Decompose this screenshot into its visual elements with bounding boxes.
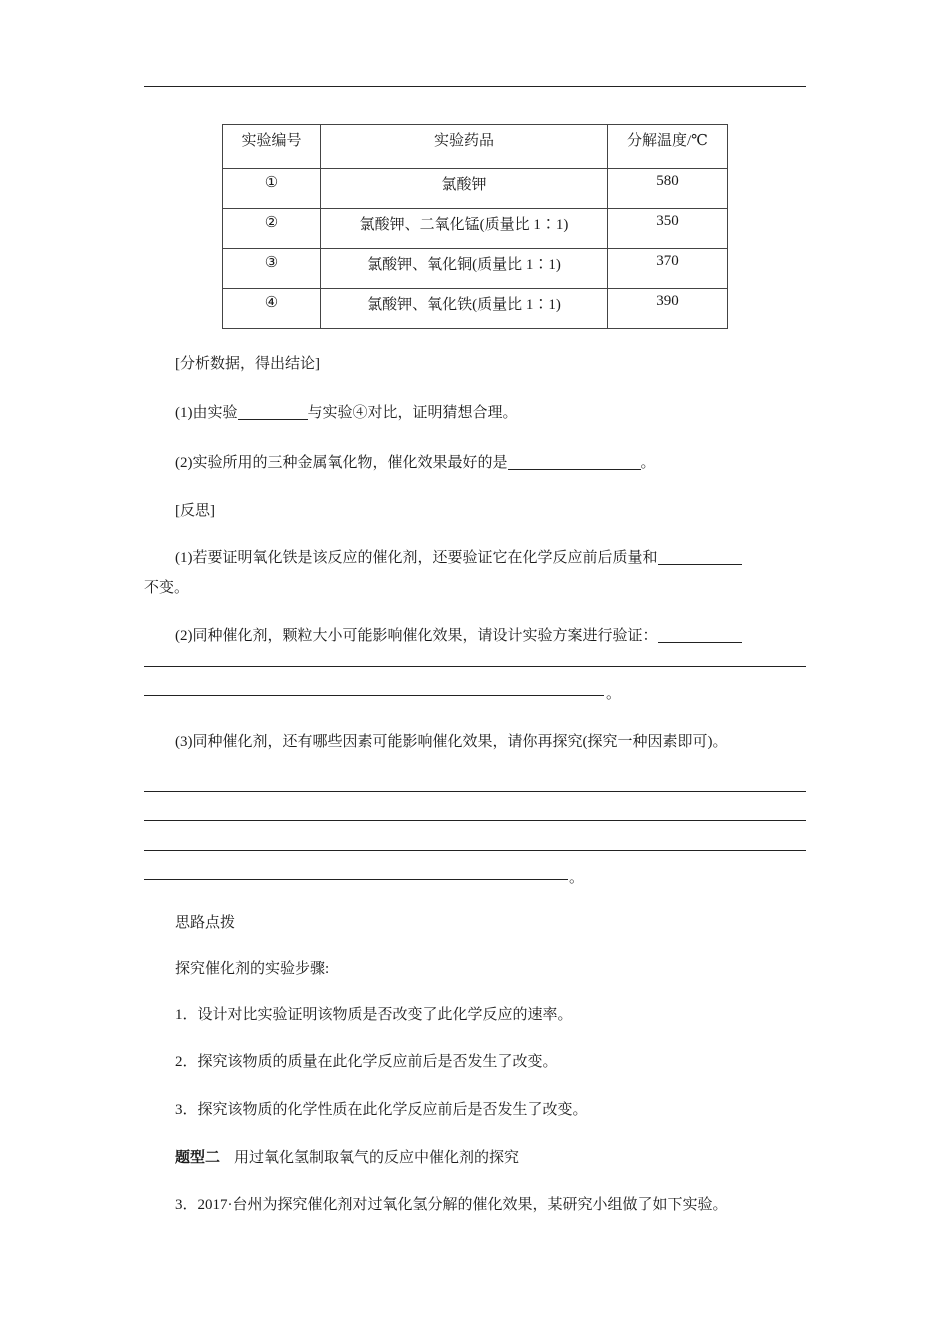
answer-blank[interactable] <box>508 454 641 470</box>
r2-end: 。 <box>606 686 622 702</box>
answer-line[interactable] <box>144 879 568 880</box>
q2-prefix: (2)实验所用的三种金属氧化物，催化效果最好的是 <box>175 455 508 471</box>
answer-line[interactable] <box>144 820 806 821</box>
r2-text: (2)同种催化剂，颗粒大小可能影响催化效果，请设计实验方案进行验证： <box>175 628 658 644</box>
tips-step: 3．探究该物质的化学性质在此化学反应前后是否发生了改变。 <box>175 1102 588 1118</box>
r1-continuation: 不变。 <box>144 580 190 596</box>
table-cell-drug: 氯酸钾、氧化铜(质量比 1∶1) <box>321 249 608 289</box>
answer-line[interactable] <box>144 695 604 696</box>
reflection-question-1 <box>175 546 742 567</box>
table-header-row <box>223 125 728 169</box>
section-label: 题型二 <box>175 1150 221 1166</box>
table-header-cell: 实验药品 <box>321 125 608 169</box>
header-rule <box>144 86 806 87</box>
table-cell-no: ④ <box>223 289 321 329</box>
table-cell-temp: 390 <box>608 289 728 329</box>
tips-step: 2．探究该物质的质量在此化学反应前后是否发生了改变。 <box>175 1054 558 1070</box>
section-title: 用过氧化氢制取氧气的反应中催化剂的探究 <box>234 1150 520 1166</box>
q2-suffix: 。 <box>640 455 656 471</box>
table-cell-drug: 氯酸钾、氧化铁(质量比 1∶1) <box>321 289 608 329</box>
q1-suffix: 与实验④对比，证明猜想合理。 <box>307 405 518 421</box>
answer-blank[interactable] <box>238 404 308 420</box>
tips-intro: 探究催化剂的实验步骤: <box>175 961 330 977</box>
section-heading <box>175 1146 519 1167</box>
table-row <box>223 289 728 329</box>
answer-blank[interactable] <box>658 549 742 565</box>
q1-prefix: (1)由实验 <box>175 405 238 421</box>
answer-line[interactable] <box>144 791 806 792</box>
table-cell-drug: 氯酸钾、二氧化锰(质量比 1∶1) <box>321 209 608 249</box>
tips-step: 1．设计对比实验证明该物质是否改变了此化学反应的速率。 <box>175 1007 573 1023</box>
reflection-question-3: (3)同种催化剂，还有哪些因素可能影响催化效果，请你再探究(探究一种因素即可)。 <box>175 734 728 750</box>
table-row <box>223 209 728 249</box>
answer-blank[interactable] <box>658 627 742 643</box>
tips-heading: 思路点拨 <box>175 915 236 931</box>
analysis-question-1 <box>175 401 518 422</box>
table-cell-no: ① <box>223 169 321 209</box>
answer-line[interactable] <box>144 666 806 667</box>
table-cell-temp: 370 <box>608 249 728 289</box>
answer-line[interactable] <box>144 850 806 851</box>
r1-text: (1)若要证明氧化铁是该反应的催化剂，还要验证它在化学反应前后质量和 <box>175 550 658 566</box>
reflection-heading: [反思] <box>175 503 215 519</box>
table-row <box>223 169 728 209</box>
table-cell-temp: 350 <box>608 209 728 249</box>
table-cell-temp: 580 <box>608 169 728 209</box>
question-3: 3．2017·台州为探究催化剂对过氧化氢分解的催化效果，某研究小组做了如下实验。 <box>175 1197 728 1213</box>
analysis-heading: [分析数据，得出结论] <box>175 356 320 372</box>
r3-end: 。 <box>569 870 585 886</box>
table-cell-drug: 氯酸钾 <box>321 169 608 209</box>
analysis-question-2 <box>175 451 656 472</box>
table-row <box>223 249 728 289</box>
table-header-cell: 分解温度/℃ <box>608 125 728 169</box>
reflection-question-2 <box>175 624 742 645</box>
table-cell-no: ③ <box>223 249 321 289</box>
table-header-cell: 实验编号 <box>223 125 321 169</box>
experiment-table <box>222 124 728 329</box>
table-cell-no: ② <box>223 209 321 249</box>
